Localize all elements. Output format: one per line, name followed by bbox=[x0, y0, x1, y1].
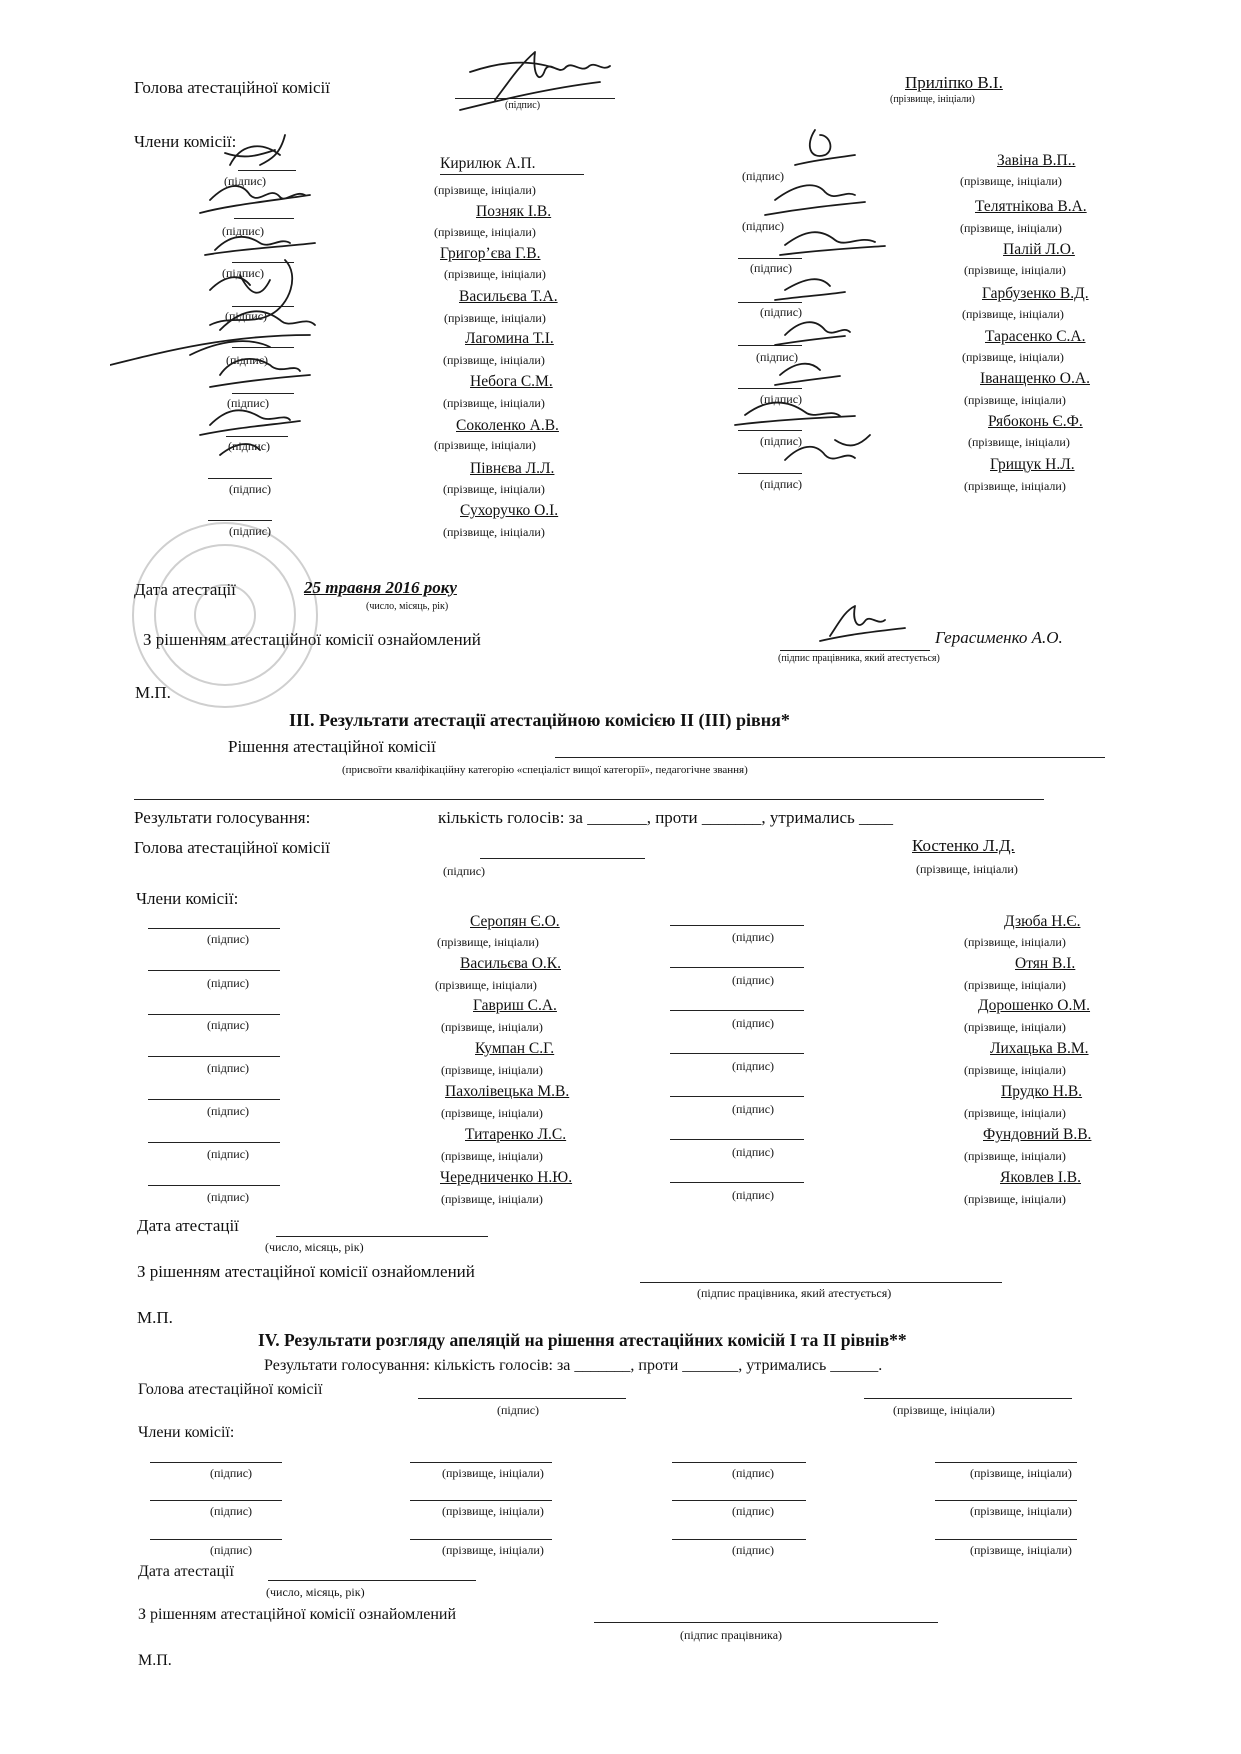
s3-title: III. Результати атестації атестаційною комісією II (III) рівня* bbox=[289, 710, 790, 730]
member-name: Чередниченко Н.Ю. bbox=[440, 1169, 573, 1186]
name-caption: (прізвище, ініціали) bbox=[964, 1149, 1066, 1163]
name-caption: (прізвище, ініціали) bbox=[443, 482, 545, 496]
sign-caption: (підпис) bbox=[760, 305, 803, 319]
name-caption: (прізвище, ініціали) bbox=[970, 1543, 1072, 1557]
s2-head-name-caption: (прізвище, ініціали) bbox=[890, 94, 975, 105]
member-name: Палій Л.О. bbox=[1003, 241, 1075, 258]
sign-caption: (підпис) bbox=[742, 219, 785, 233]
sign-caption: (підпис) bbox=[229, 524, 272, 538]
sign-caption: (підпис) bbox=[207, 976, 250, 990]
sign-caption: (підпис) bbox=[225, 309, 268, 323]
s2-ack-caption: (підпис працівника, який атестується) bbox=[778, 653, 940, 664]
s3-decision-caption: (присвоїти кваліфікаційну категорію «спеціаліст вищої категорії», педагогічне звання) bbox=[342, 764, 748, 776]
member-name: Васильєва Т.А. bbox=[459, 288, 558, 305]
name-caption: (прізвище, ініціали) bbox=[442, 1504, 544, 1518]
s3-head-label: Голова атестаційної комісії bbox=[134, 838, 330, 857]
name-caption: (прізвище, ініціали) bbox=[434, 225, 536, 239]
sign-caption: (підпис) bbox=[224, 174, 267, 188]
s3-ack-caption: (підпис працівника, який атестується) bbox=[697, 1286, 892, 1300]
member-name: Серопян Є.О. bbox=[470, 913, 560, 930]
sign-caption: (підпис) bbox=[732, 1188, 775, 1202]
sign-caption: (підпис) bbox=[760, 392, 803, 406]
s2-head-name: Приліпко В.І. bbox=[905, 73, 1003, 92]
member-name: Іванащенко О.А. bbox=[980, 370, 1090, 387]
name-caption: (прізвище, ініціали) bbox=[962, 307, 1064, 321]
s3-date-caption: (число, місяць, рік) bbox=[265, 1240, 364, 1254]
name-caption: (прізвище, ініціали) bbox=[444, 311, 546, 325]
s2-head-label: Голова атестаційної комісії bbox=[134, 78, 330, 97]
sign-caption: (підпис) bbox=[207, 1104, 250, 1118]
name-caption: (прізвище, ініціали) bbox=[964, 1106, 1066, 1120]
name-caption: (прізвище, ініціали) bbox=[443, 353, 545, 367]
name-caption: (прізвище, ініціали) bbox=[964, 1063, 1066, 1077]
s2-head-sign-caption: (підпис) bbox=[505, 100, 541, 111]
name-caption: (прізвище, ініціали) bbox=[442, 1543, 544, 1557]
s2-date-value: 25 травня 2016 року bbox=[304, 578, 457, 597]
name-caption: (прізвище, ініціали) bbox=[964, 479, 1066, 493]
name-caption: (прізвище, ініціали) bbox=[960, 221, 1062, 235]
name-caption: (прізвище, ініціали) bbox=[970, 1504, 1072, 1518]
s4-members-label: Члени комісії: bbox=[138, 1424, 235, 1441]
signature-employee-section2 bbox=[800, 596, 910, 651]
s3-vote-label: Результати голосування: bbox=[134, 808, 311, 827]
member-name: Фундовний В.В. bbox=[983, 1126, 1092, 1143]
name-caption: (прізвище, ініціали) bbox=[968, 435, 1070, 449]
name-caption: (прізвище, ініціали) bbox=[443, 525, 545, 539]
member-name: Лагомина Т.І. bbox=[465, 330, 554, 347]
sign-caption: (підпис) bbox=[207, 1018, 250, 1032]
sign-caption: (підпис) bbox=[732, 930, 775, 944]
member-name: Пiвнєва Л.Л. bbox=[470, 460, 555, 477]
s4-title: IV. Результати розгляду апеляцій на рішення атестаційних комісій І та ІІ рівнів** bbox=[258, 1330, 907, 1350]
s2-members-label: Члени комісії: bbox=[134, 132, 237, 151]
name-caption: (прізвище, ініціали) bbox=[437, 935, 539, 949]
sign-caption: (підпис) bbox=[228, 439, 271, 453]
name-caption: (прізвище, ініціали) bbox=[441, 1192, 543, 1206]
sign-caption: (підпис) bbox=[742, 169, 785, 183]
sign-caption: (підпис) bbox=[732, 1504, 775, 1518]
name-caption: (прізвище, ініціали) bbox=[434, 183, 536, 197]
sign-caption: (підпис) bbox=[732, 973, 775, 987]
sign-caption: (підпис) bbox=[207, 1061, 250, 1075]
sign-caption: (підпис) bbox=[750, 261, 793, 275]
name-caption: (прізвище, ініціали) bbox=[964, 263, 1066, 277]
s2-date-label: Дата атестації bbox=[134, 580, 236, 599]
member-name: Соколенко А.В. bbox=[456, 417, 559, 434]
member-name: Григор’єва Г.В. bbox=[440, 245, 541, 262]
member-name: Титаренко Л.С. bbox=[465, 1126, 567, 1143]
name-caption: (прізвище, ініціали) bbox=[441, 1020, 543, 1034]
s4-date-label: Дата атестації bbox=[138, 1563, 234, 1580]
s4-head-sign-caption: (підпис) bbox=[497, 1403, 540, 1417]
member-name: Пахолівецька М.В. bbox=[445, 1083, 570, 1100]
member-name: Завіна В.П.. bbox=[997, 152, 1076, 169]
sign-caption: (підпис) bbox=[207, 1190, 250, 1204]
member-name: Отян В.І. bbox=[1015, 955, 1076, 972]
sign-caption: (підпис) bbox=[732, 1543, 775, 1557]
member-name: Телятнікова В.А. bbox=[975, 198, 1087, 215]
s4-mp: М.П. bbox=[138, 1652, 172, 1669]
member-name: Позняк І.В. bbox=[476, 203, 552, 220]
member-name: Гавриш С.А. bbox=[473, 997, 557, 1014]
name-caption: (прізвище, ініціали) bbox=[441, 1063, 543, 1077]
member-name: Грищук Н.Л. bbox=[990, 456, 1075, 473]
name-caption: (прізвище, ініціали) bbox=[441, 1106, 543, 1120]
sign-caption: (підпис) bbox=[227, 396, 270, 410]
sign-caption: (підпис) bbox=[210, 1543, 253, 1557]
name-caption: (прізвище, ініціали) bbox=[964, 1020, 1066, 1034]
s3-decision-label: Рішення атестаційної комісії bbox=[228, 737, 436, 756]
sign-caption: (підпис) bbox=[756, 350, 799, 364]
signature-head-section2 bbox=[440, 40, 640, 115]
member-name: Дорошенко О.М. bbox=[978, 997, 1091, 1014]
s3-head-name: Костенко Л.Д. bbox=[912, 836, 1015, 855]
s3-members-label: Члени комісії: bbox=[136, 889, 239, 908]
s4-vote-text: Результати голосування: кількість голосів: за _______, проти _______, утримались ______. bbox=[264, 1357, 883, 1374]
sign-caption: (підпис) bbox=[210, 1504, 253, 1518]
s4-ack-caption: (підпис працівника) bbox=[680, 1628, 783, 1642]
s2-ack-label: З рішенням атестаційної комісії ознайомлений bbox=[143, 630, 481, 649]
member-name: Дзюба Н.Є. bbox=[1004, 913, 1081, 930]
member-name: Кирилюк А.П. bbox=[440, 155, 536, 172]
s2-date-caption: (число, місяць, рік) bbox=[366, 601, 449, 612]
s3-mp: М.П. bbox=[137, 1308, 173, 1327]
s4-date-caption: (число, місяць, рік) bbox=[266, 1585, 365, 1599]
signature-members-right-section2 bbox=[725, 120, 895, 490]
member-name: Гарбузенко В.Д. bbox=[982, 285, 1089, 302]
s2-ack-name: Герасименко А.О. bbox=[935, 628, 1063, 647]
name-caption: (прізвище, ініціали) bbox=[970, 1466, 1072, 1480]
sign-caption: (підпис) bbox=[732, 1016, 775, 1030]
sign-caption: (підпис) bbox=[226, 353, 269, 367]
member-name: Лихацька В.М. bbox=[990, 1040, 1089, 1057]
name-caption: (прізвище, ініціали) bbox=[964, 1192, 1066, 1206]
s4-head-label: Голова атестаційної комісії bbox=[138, 1381, 323, 1398]
sign-caption: (підпис) bbox=[207, 932, 250, 946]
name-caption: (прізвище, ініціали) bbox=[444, 267, 546, 281]
sign-caption: (підпис) bbox=[222, 224, 265, 238]
member-name: Рябоконь Є.Ф. bbox=[988, 413, 1083, 430]
sign-caption: (підпис) bbox=[732, 1059, 775, 1073]
name-caption: (прізвище, ініціали) bbox=[964, 393, 1066, 407]
name-caption: (прізвище, ініціали) bbox=[964, 935, 1066, 949]
s4-ack-label: З рішенням атестаційної комісії ознайомлений bbox=[138, 1606, 456, 1623]
sign-caption: (підпис) bbox=[732, 1466, 775, 1480]
member-name: Небога С.М. bbox=[470, 373, 553, 390]
name-caption: (прізвище, ініціали) bbox=[441, 1149, 543, 1163]
sign-caption: (підпис) bbox=[229, 482, 272, 496]
sign-caption: (підпис) bbox=[207, 1147, 250, 1161]
member-name: Васильєва О.К. bbox=[460, 955, 561, 972]
sign-caption: (підпис) bbox=[732, 1145, 775, 1159]
s3-vote-text: кількість голосів: за _______, проти _______, утримались ____ bbox=[438, 808, 894, 827]
member-name: Прудко Н.В. bbox=[1001, 1083, 1083, 1100]
member-name: Тарасенко С.А. bbox=[985, 328, 1086, 345]
sign-caption: (підпис) bbox=[760, 434, 803, 448]
s3-ack-label: З рішенням атестаційної комісії ознайомлений bbox=[137, 1262, 475, 1281]
name-caption: (прізвище, ініціали) bbox=[434, 438, 536, 452]
member-name: Сухоручко О.І. bbox=[460, 502, 559, 519]
name-caption: (прізвище, ініціали) bbox=[442, 1466, 544, 1480]
sign-caption: (підпис) bbox=[210, 1466, 253, 1480]
s3-date-label: Дата атестації bbox=[137, 1216, 239, 1235]
member-name: Кумпан С.Г. bbox=[475, 1040, 555, 1057]
name-caption: (прізвище, ініціали) bbox=[443, 396, 545, 410]
s3-head-name-caption: (прізвище, ініціали) bbox=[916, 862, 1018, 876]
name-caption: (прізвище, ініціали) bbox=[962, 350, 1064, 364]
name-caption: (прізвище, ініціали) bbox=[964, 978, 1066, 992]
member-name: Яковлев І.В. bbox=[1000, 1169, 1082, 1186]
name-caption: (прізвище, ініціали) bbox=[435, 978, 537, 992]
signature-members-left-section2 bbox=[110, 125, 350, 465]
s3-head-sign-caption: (підпис) bbox=[443, 864, 486, 878]
sign-caption: (підпис) bbox=[222, 266, 265, 280]
name-caption: (прізвище, ініціали) bbox=[960, 174, 1062, 188]
sign-caption: (підпис) bbox=[732, 1102, 775, 1116]
s4-head-name-caption: (прізвище, ініціали) bbox=[893, 1403, 995, 1417]
s2-mp: М.П. bbox=[135, 683, 171, 702]
sign-caption: (підпис) bbox=[760, 477, 803, 491]
